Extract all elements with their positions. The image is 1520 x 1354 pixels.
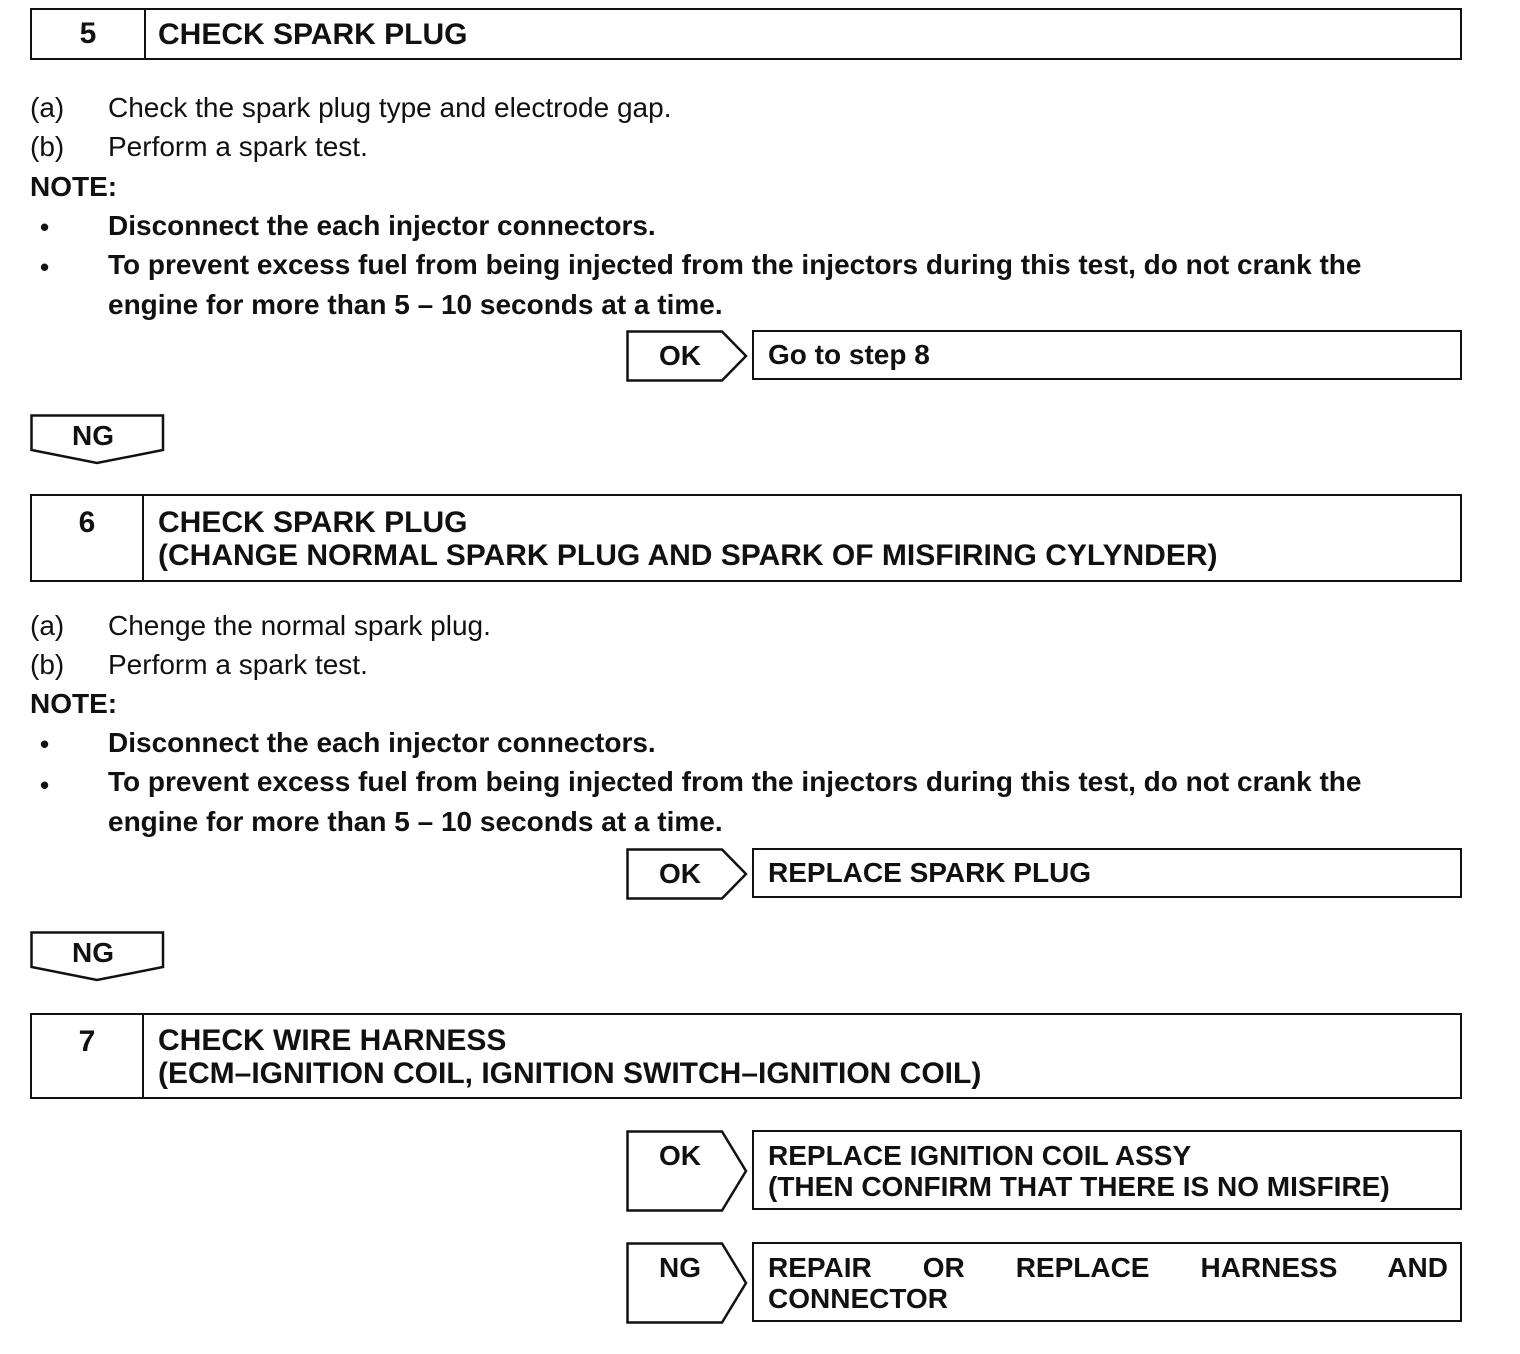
note-text: engine for more than 5 – 10 seconds at a time. bbox=[108, 806, 723, 837]
bullet-icon: • bbox=[40, 770, 50, 800]
step-title-line: (CHANGE NORMAL SPARK PLUG AND SPARK OF MISFIRING CYLYNDER) bbox=[158, 539, 1218, 572]
ng-result-box bbox=[752, 1242, 1462, 1322]
ok-result-box bbox=[752, 848, 1462, 898]
step-6-header bbox=[30, 494, 1462, 582]
bullet-icon: • bbox=[40, 252, 50, 282]
step-title: CHECK SPARK PLUG bbox=[158, 18, 468, 51]
ok-label: OK bbox=[659, 340, 701, 371]
item-text: Chenge the normal spark plug. bbox=[108, 610, 491, 641]
step-title-line: CHECK WIRE HARNESS bbox=[158, 1024, 507, 1057]
item-label: (b) bbox=[30, 649, 65, 680]
ok-result-text: REPLACE SPARK PLUG bbox=[768, 857, 1092, 888]
ok-result-text: Go to step 8 bbox=[768, 339, 930, 370]
ng-result-text: REPAIR OR REPLACE HARNESS AND bbox=[768, 1252, 1448, 1283]
step-number: 5 bbox=[32, 10, 146, 58]
item-label: (b) bbox=[30, 131, 65, 162]
note-text: To prevent excess fuel from being injected from the injectors during this test, do not crank the bbox=[108, 766, 1362, 797]
item-label: (a) bbox=[30, 92, 65, 123]
item-label: (a) bbox=[30, 610, 65, 641]
ok-result-text: REPLACE IGNITION COIL ASSY bbox=[768, 1140, 1192, 1171]
step-title bbox=[158, 506, 1217, 572]
step-number: 7 bbox=[32, 1015, 144, 1097]
note-text: To prevent excess fuel from being injected from the injectors during this test, do not crank the bbox=[108, 249, 1362, 280]
step-5-header bbox=[30, 8, 1462, 60]
ok-label: OK bbox=[659, 858, 701, 889]
note-label: NOTE: bbox=[30, 171, 118, 202]
note-text: engine for more than 5 – 10 seconds at a time. bbox=[108, 289, 723, 320]
ok-result-box bbox=[752, 1130, 1462, 1210]
ng-label: NG bbox=[72, 937, 114, 968]
ok-label: OK bbox=[659, 1140, 701, 1171]
item-text: Perform a spark test. bbox=[108, 131, 368, 162]
bullet-icon: • bbox=[40, 212, 50, 242]
ok-arrow-tag bbox=[626, 848, 750, 900]
item-text: Check the spark plug type and electrode gap. bbox=[108, 92, 672, 123]
step-title bbox=[158, 1024, 981, 1090]
note-label: NOTE: bbox=[30, 688, 118, 719]
bullet-icon: • bbox=[40, 729, 50, 759]
step-number: 6 bbox=[32, 496, 144, 580]
ng-result-text: CONNECTOR bbox=[768, 1283, 948, 1314]
ng-down-arrow-tag bbox=[30, 931, 166, 983]
ok-result-box bbox=[752, 330, 1462, 380]
ng-label: NG bbox=[659, 1252, 701, 1283]
note-text: Disconnect the each injector connectors. bbox=[108, 727, 656, 758]
item-text: Perform a spark test. bbox=[108, 649, 368, 680]
ok-arrow-tag bbox=[626, 1130, 750, 1212]
step-7-header bbox=[30, 1013, 1462, 1099]
ok-result-text: (THEN CONFIRM THAT THERE IS NO MISFIRE) bbox=[768, 1171, 1390, 1202]
ok-arrow-tag bbox=[626, 330, 750, 382]
note-text: Disconnect the each injector connectors. bbox=[108, 210, 656, 241]
ng-down-arrow-tag bbox=[30, 414, 166, 466]
ng-label: NG bbox=[72, 420, 114, 451]
ng-arrow-tag bbox=[626, 1242, 750, 1324]
step-title-line: (ECM–IGNITION COIL, IGNITION SWITCH–IGNITION COIL) bbox=[158, 1057, 982, 1090]
step-title-line: CHECK SPARK PLUG bbox=[158, 506, 468, 539]
